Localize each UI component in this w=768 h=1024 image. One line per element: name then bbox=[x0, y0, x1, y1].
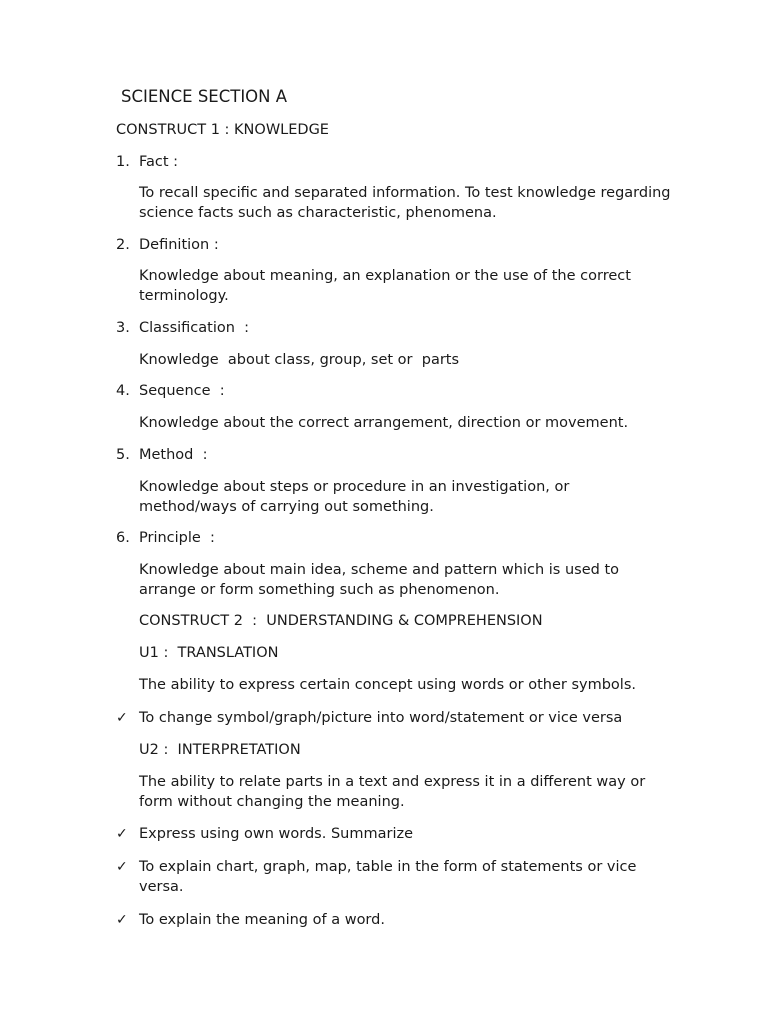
item-label: Classification : bbox=[139, 320, 250, 336]
item-number: 3. bbox=[116, 320, 130, 336]
document-title: SCIENCE SECTION A bbox=[121, 87, 288, 106]
item-description: Knowledge about main idea, scheme and pattern which is used to arrange or form something such as phenomenon. bbox=[139, 562, 620, 598]
bullet-item: To explain chart, graph, map, table in the form of statements or vice versa. bbox=[139, 859, 637, 895]
checkmark-icon: ✓ bbox=[116, 826, 128, 842]
item-number: 1. bbox=[116, 154, 130, 170]
item-label: Definition : bbox=[139, 237, 219, 253]
u2-label: U2 : INTERPRETATION bbox=[139, 742, 301, 758]
construct1-heading: CONSTRUCT 1 : KNOWLEDGE bbox=[116, 122, 329, 138]
item-description: Knowledge about class, group, set or parts bbox=[139, 352, 460, 368]
item-description: Knowledge about meaning, an explanation or the use of the correct terminology. bbox=[139, 268, 631, 304]
bullet-item: To explain the meaning of a word. bbox=[139, 912, 385, 928]
item-label: Method : bbox=[139, 447, 208, 463]
construct2-heading: CONSTRUCT 2 : UNDERSTANDING & COMPREHENSION bbox=[139, 613, 543, 629]
checkmark-icon: ✓ bbox=[116, 710, 128, 726]
u1-label: U1 : TRANSLATION bbox=[139, 645, 279, 661]
item-label: Principle : bbox=[139, 530, 215, 546]
u1-description: The ability to express certain concept using words or other symbols. bbox=[139, 677, 636, 693]
bullet-item: To change symbol/graph/picture into word/statement or vice versa bbox=[139, 710, 623, 726]
bullet-item: Express using own words. Summarize bbox=[139, 826, 413, 842]
item-label: Fact : bbox=[139, 154, 179, 170]
checkmark-icon: ✓ bbox=[116, 859, 128, 875]
item-description: To recall specific and separated information. To test knowledge regarding science facts such as characteristic, phenomena. bbox=[139, 185, 671, 221]
item-description: Knowledge about steps or procedure in an investigation, or method/ways of carrying out something. bbox=[139, 479, 570, 515]
item-number: 4. bbox=[116, 383, 130, 399]
item-number: 5. bbox=[116, 447, 130, 463]
checkmark-icon: ✓ bbox=[116, 912, 128, 928]
item-description: Knowledge about the correct arrangement, direction or movement. bbox=[139, 415, 629, 431]
item-number: 2. bbox=[116, 237, 130, 253]
item-label: Sequence : bbox=[139, 383, 225, 399]
u2-description: The ability to relate parts in a text and express it in a different way or form without changing the meaning. bbox=[139, 774, 646, 810]
item-number: 6. bbox=[116, 530, 130, 546]
